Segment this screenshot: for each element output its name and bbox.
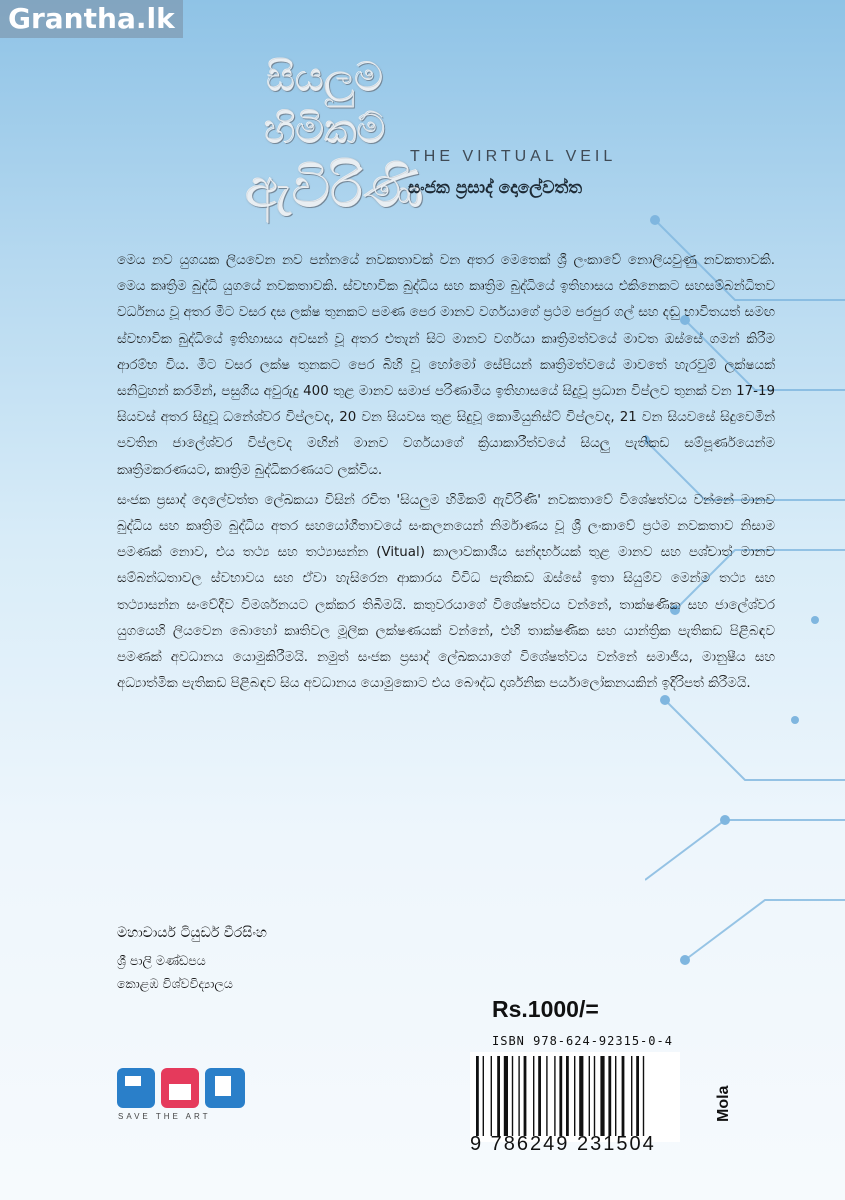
barcode-bar (600, 1056, 604, 1136)
barcode-bar (546, 1056, 547, 1136)
blurb-text (117, 248, 775, 701)
signature-university: කොළඹ විශ්වවිද්‍යාලය (117, 976, 233, 991)
watermark-label: Grantha.lk (0, 0, 183, 38)
signature-affiliation: ශ්‍රී පාලි මණ්ඩපය (117, 953, 206, 968)
imprint-text: Mola (715, 1085, 732, 1122)
signature-name: මහාචාර්ය ටියුඩර් වීරසිංහ (117, 925, 267, 941)
barcode-bar (491, 1056, 492, 1136)
author-name: සංජක ප්‍රසාද් දොලේවත්ත (408, 178, 583, 198)
barcode-bar (512, 1056, 513, 1136)
barcode-bar (554, 1056, 555, 1136)
barcode-bar (538, 1056, 541, 1136)
barcode-bar (631, 1056, 632, 1136)
barcode-bar (622, 1056, 625, 1136)
barcode-bar (476, 1056, 479, 1136)
barcode-bar (559, 1056, 562, 1136)
barcode-bar (574, 1056, 575, 1136)
imprint-label (705, 1072, 745, 1132)
barcode-bar (566, 1056, 569, 1136)
barcode-bar (579, 1056, 583, 1136)
price-label: Rs.1000/= (492, 996, 599, 1022)
barcode-digits: 9 786249 231504 (470, 1133, 656, 1155)
barcode-bar (643, 1056, 644, 1136)
barcode-bar (589, 1056, 590, 1136)
title-line-1: සියලුම (266, 55, 384, 101)
blurb-paragraph-2: සංජක ප්‍රසාද් දොලේවත්ත ලේඛකයා විසින් රචිත 'සියලුම හිමිකම් ඇවිරිණි' නවකතාවේ විශේෂත්වය වන්නේ මානව බුද්ධිය සහ කෘත්‍රිම බුද්ධිය අතර සහයෝගීතාවයේ සංකලනයෙන් නිර්මාණය වූ ශ්‍රී ලංකාවේ ප්‍රථම නවකතාව නිසාම පමණක් නොව, එය තථ්‍ය සහ තථ්‍යාසන්න (Vitual) කාලාවකාශීය සන්දර්භයක් තුළ මානව සහ පශ්චාත් මානව සම්බන්ධතාවල ස්වභාවය සහ ඒවා හැසිරෙන ආකාරය විවිධ පැතිකඩ ඔස්සේ ඉතා සියුම්ව මෙන්ම තථ්‍ය සහ තථ්‍යාසන්න සංවේදීව විමර්ශනයට ලක්කර තිබීමයි. කතුවරයාගේ විශේෂත්වය වන්නේ, තාක්ෂණික සහ ජාලේශ්වර යුගයෙහි ලියවෙන බොහෝ කෘතිවල මූලික ලක්ෂණයක් වන්නේ, එහි තාක්ෂණික සහ යාන්ත්‍රික පැතිකඩ පිළිබඳව පමණක් අවධානය යොමුකිරීමයි. නමුත් සංජක ප්‍රසාද් ලේඛකයාගේ විශේෂත්වය වන්නේ සමාජීය, මානුෂීය සහ අධ්‍යාත්මික පැතිකඩ පිළිබඳව සිය අවධානය යොමුකොට එය බෞද්ධ දාර්ශනික පර්යාලෝකනයකින් ඉදිරිපත් කිරීමයි. (117, 492, 775, 692)
barcode-bar (518, 1056, 519, 1136)
publisher-tagline: SAVE THE ART (118, 1112, 211, 1121)
barcode-bar (483, 1056, 484, 1136)
barcode-bar (594, 1056, 595, 1136)
barcode-bar (615, 1056, 616, 1136)
blurb-paragraph-1: මෙය නව යුගයක ලියවෙන නව පන්නයේ නවකතාවක් වන අතර මෙතෙක් ශ්‍රී ලංකාවේ නොලියවුණු නවකතාවකි. මෙය කෘත්‍රිම බුද්ධි යුගයේ නවකතාවකි. ස්වභාවික බුද්ධිය සහ කෘත්‍රිම බුද්ධියේ ඉතිහාසය එකිනෙකට සහසම්බන්ධිතව වර්ධනය වූ අතර මීට වසර දස ලක්ෂ තුනකට පමණ පෙර මානව වර්ගයාගේ ප්‍රථම පරපුර ගල් සහ දඬු භාවිතයත් සමඟ ස්වභාවික බුද්ධියේ ඉතිහාසය අවසන් වූ අතර එතැන් සිට මානව වර්ගයා කෘත්‍රිමත්වයේ මාවත ඔස්සේ ගමන් කිරීම ආරම්භ විය. මීට වසර ලක්ෂ තුනකට පෙර බිහි වූ හෝමෝ සේපියන් කෘත්‍රිමත්වයේ මාවතේ හැරවුම් ලක්ෂයක් සනිටුහන් කරමින්, පසුගිය අවුරුදු 400 තුළ මානව සමාජ පරිණාමීය ඉතිහාසයේ සිදුවූ ප්‍රධාන විප්ලව තුනක් වන 17-19 සියවස් අතර සිදුවූ ධනේශ්වර විප්ලවද, 20 වන සියවස තුළ සිදුවූ කොමියුනිස්ට් විප්ලවද, 21 වන සියවසේ සිදුවෙමින් පවතින ජාලේශ්වර විප්ලවද මඟින් මානව වර්ගයාගේ ක්‍රියාකාරීත්වයේ සියලු පැතිකඩ සම්පූර්ණයෙන්ම කෘත්‍රිමකරණයට, කෘත්‍රිම බුද්ධිකරණයට ලක්විය. (117, 253, 775, 478)
barcode (470, 1052, 680, 1142)
barcode-bar (524, 1056, 527, 1136)
title-artwork (245, 45, 424, 240)
title-line-3: ඇවිරිණි (245, 157, 424, 220)
barcode-bar (636, 1056, 639, 1136)
barcode-bar (533, 1056, 534, 1136)
publisher-logo (117, 1062, 257, 1132)
english-subtitle: THE VIRTUAL VEIL (410, 148, 617, 165)
barcode-bar (504, 1056, 508, 1136)
isbn-label: ISBN 978-624-92315-0-4 (492, 1034, 673, 1048)
barcode-bar (497, 1056, 500, 1136)
title-line-2: හිමිකම් (264, 107, 386, 153)
barcode-bar (608, 1056, 611, 1136)
